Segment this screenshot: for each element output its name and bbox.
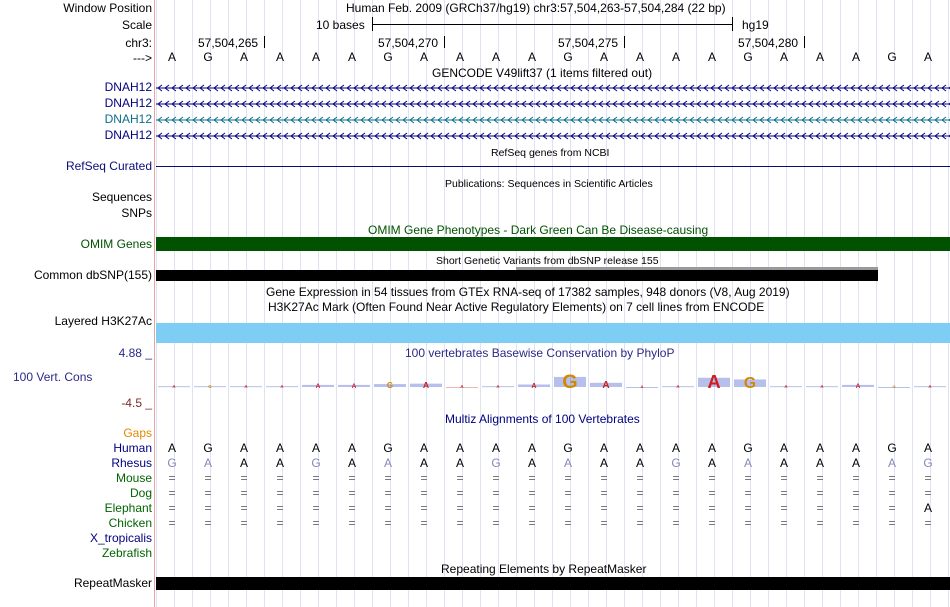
base-letter: A xyxy=(815,50,824,64)
base-letter: A xyxy=(455,50,464,64)
multiz-base: = xyxy=(168,471,176,485)
multiz-base: = xyxy=(348,516,356,530)
multiz-base: A xyxy=(203,456,212,470)
multiz-base: A xyxy=(419,441,428,455)
base-letter: G xyxy=(887,50,897,64)
multiz-base: = xyxy=(456,486,464,500)
multiz-base: = xyxy=(744,501,752,515)
multiz-base: = xyxy=(204,471,212,485)
phylop-min-label: -4.5 _ xyxy=(121,396,152,410)
multiz-base: A xyxy=(239,456,248,470)
phylop-base-glyph: A xyxy=(640,384,644,389)
multiz-base: = xyxy=(888,516,896,530)
multiz-base: = xyxy=(168,486,176,500)
multiz-base: = xyxy=(600,516,608,530)
multiz-base: A xyxy=(779,456,788,470)
multiz-base: = xyxy=(456,501,464,515)
coord-label: 57,504,265 xyxy=(198,36,259,50)
phylop-track-title: 100 vertebrates Basewise Conservation by PhyloP xyxy=(405,346,675,360)
multiz-base: A xyxy=(239,441,248,455)
multiz-base: = xyxy=(744,486,752,500)
multiz-base: A xyxy=(419,456,428,470)
base-letter: A xyxy=(167,50,176,64)
multiz-base: = xyxy=(168,501,176,515)
multiz-species-label[interactable]: Elephant xyxy=(104,501,152,515)
multiz-base: = xyxy=(888,486,896,500)
multiz-base: = xyxy=(564,516,572,530)
multiz-base: = xyxy=(636,501,644,515)
window-position-text: Human Feb. 2009 (GRCh37/hg19) chr3:57,504,263-57,504,284 (22 bp) xyxy=(346,1,726,15)
publications-track-title: Publications: Sequences in Scientific Articles xyxy=(445,178,653,190)
multiz-base: = xyxy=(708,516,716,530)
phylop-max-label: 4.88 _ xyxy=(118,346,152,360)
multiz-base: A xyxy=(671,441,680,455)
base-letter: A xyxy=(419,50,428,64)
multiz-base: = xyxy=(744,471,752,485)
phylop-base-glyph: G xyxy=(743,375,757,392)
repeatmasker-track-label[interactable]: RepeatMasker xyxy=(73,576,152,590)
multiz-base: = xyxy=(168,516,176,530)
multiz-base: = xyxy=(384,486,392,500)
multiz-base: = xyxy=(312,516,320,530)
phylop-base-glyph: A xyxy=(496,384,500,389)
multiz-base: = xyxy=(312,501,320,515)
gencode-gene-label[interactable]: DNAH12 xyxy=(104,80,152,94)
publications-sequences-label[interactable]: Sequences xyxy=(91,190,152,204)
omim-track-label[interactable]: OMIM Genes xyxy=(80,237,152,251)
multiz-base: G xyxy=(167,456,177,470)
base-letter: A xyxy=(923,50,932,64)
multiz-base: = xyxy=(780,471,788,485)
phylop-base-glyph: A xyxy=(422,380,430,390)
multiz-base: A xyxy=(743,456,752,470)
multiz-base: A xyxy=(527,441,536,455)
gtex-track-title: Gene Expression in 54 tissues from GTEx RNA-seq of 17382 samples, 948 donors (V8, Aug 2019) xyxy=(266,285,790,299)
multiz-base: = xyxy=(744,516,752,530)
multiz-base: G xyxy=(923,456,933,470)
phylop-base-glyph: A xyxy=(280,384,284,389)
base-letter: A xyxy=(527,50,536,64)
multiz-base: = xyxy=(528,486,536,500)
multiz-base: = xyxy=(528,516,536,530)
multiz-base: = xyxy=(888,471,896,485)
scale-bar-label: 10 bases xyxy=(316,18,365,32)
multiz-species-label[interactable]: Zebrafish xyxy=(101,546,152,560)
dbsnp-track-label[interactable]: Common dbSNP(155) xyxy=(33,268,152,282)
multiz-base: = xyxy=(600,486,608,500)
multiz-base: = xyxy=(420,501,428,515)
phylop-base-glyph: A xyxy=(820,384,824,389)
multiz-base: A xyxy=(275,441,284,455)
scale-label: Scale xyxy=(121,18,152,32)
phylop-base-glyph: A xyxy=(244,384,248,389)
multiz-base: = xyxy=(204,486,212,500)
multiz-base: = xyxy=(240,471,248,485)
phylop-base-glyph: G xyxy=(562,371,578,393)
multiz-base: A xyxy=(851,456,860,470)
base-letter: A xyxy=(275,50,284,64)
phylop-base-glyph: A xyxy=(315,383,321,390)
phylop-base-glyph: A xyxy=(855,383,861,390)
phylop-base-glyph: A xyxy=(928,384,932,389)
multiz-base: G xyxy=(671,456,681,470)
multiz-base: = xyxy=(852,501,860,515)
multiz-base: A xyxy=(167,441,176,455)
multiz-base: = xyxy=(456,471,464,485)
multiz-base: = xyxy=(708,501,716,515)
multiz-base: A xyxy=(563,456,572,470)
coord-label: 57,504,275 xyxy=(558,36,619,50)
base-letter: A xyxy=(635,50,644,64)
base-letter: G xyxy=(383,50,393,64)
multiz-base: G xyxy=(743,441,753,455)
multiz-species-label[interactable]: Human xyxy=(113,441,152,455)
gencode-track-title[interactable]: GENCODE V49lift37 (1 items filtered out) xyxy=(432,66,653,80)
coord-label: 57,504,270 xyxy=(378,36,439,50)
multiz-base: = xyxy=(384,501,392,515)
multiz-base: = xyxy=(564,501,572,515)
multiz-track-title: Multiz Alignments of 100 Vertebrates xyxy=(445,412,640,426)
multiz-base: = xyxy=(672,501,680,515)
multiz-base: A xyxy=(923,441,932,455)
multiz-base: = xyxy=(528,501,536,515)
multiz-gaps-label: Gaps xyxy=(123,426,152,440)
refseq-track-title: RefSeq genes from NCBI xyxy=(491,147,610,159)
multiz-base: A xyxy=(491,441,500,455)
phylop-base-glyph: A xyxy=(172,384,176,389)
strand-label: ---> xyxy=(133,51,152,65)
multiz-species-label[interactable]: Chicken xyxy=(108,516,152,530)
multiz-base: = xyxy=(384,516,392,530)
multiz-base: A xyxy=(383,456,392,470)
multiz-base: = xyxy=(420,516,428,530)
base-letter: G xyxy=(563,50,573,64)
base-letter: A xyxy=(851,50,860,64)
multiz-base: = xyxy=(600,501,608,515)
base-letter: G xyxy=(743,50,753,64)
multiz-base: = xyxy=(240,486,248,500)
repeatmasker-element-bar[interactable] xyxy=(156,577,950,590)
omim-track-title: OMIM Gene Phenotypes - Dark Green Can Be Disease-causing xyxy=(368,223,709,237)
gencode-gene-label[interactable]: DNAH12 xyxy=(104,96,152,110)
multiz-base: = xyxy=(708,471,716,485)
multiz-base: = xyxy=(564,486,572,500)
multiz-base: = xyxy=(276,471,284,485)
multiz-base: A xyxy=(455,441,464,455)
multiz-base: A xyxy=(707,456,716,470)
multiz-base: = xyxy=(312,471,320,485)
multiz-base: G xyxy=(203,441,213,455)
multiz-base: = xyxy=(420,471,428,485)
base-letter: A xyxy=(239,50,248,64)
multiz-base: A xyxy=(815,456,824,470)
base-letter: A xyxy=(671,50,680,64)
multiz-base: = xyxy=(780,501,788,515)
multiz-base: = xyxy=(888,501,896,515)
phylop-base-glyph: A xyxy=(676,384,680,389)
multiz-base: A xyxy=(599,456,608,470)
multiz-base: = xyxy=(636,516,644,530)
multiz-base: A xyxy=(851,441,860,455)
multiz-base: = xyxy=(564,471,572,485)
multiz-base: = xyxy=(240,501,248,515)
gencode-gene-label[interactable]: DNAH12 xyxy=(104,128,152,142)
phylop-base-glyph: G xyxy=(386,381,394,390)
multiz-base: = xyxy=(492,516,500,530)
base-letter: A xyxy=(779,50,788,64)
multiz-base: = xyxy=(276,516,284,530)
base-letter: A xyxy=(491,50,500,64)
multiz-base: G xyxy=(383,441,393,455)
h3k27ac-track-label[interactable]: Layered H3K27Ac xyxy=(54,314,152,328)
multiz-base: A xyxy=(455,456,464,470)
multiz-base: = xyxy=(276,501,284,515)
multiz-base: = xyxy=(636,486,644,500)
multiz-base: A xyxy=(275,456,284,470)
multiz-base: = xyxy=(348,471,356,485)
phylop-base-glyph: A xyxy=(602,380,610,391)
multiz-base: = xyxy=(348,501,356,515)
multiz-base: = xyxy=(420,486,428,500)
multiz-base: = xyxy=(672,516,680,530)
multiz-base: = xyxy=(780,486,788,500)
multiz-base: = xyxy=(816,486,824,500)
multiz-base: = xyxy=(852,486,860,500)
multiz-base: A xyxy=(635,441,644,455)
multiz-base: = xyxy=(816,516,824,530)
multiz-base: = xyxy=(852,516,860,530)
multiz-base: = xyxy=(708,486,716,500)
h3k27ac-track-title: H3K27Ac Mark (Often Found Near Active Regulatory Elements) on 7 cell lines from ENCODE xyxy=(268,300,765,314)
phylop-base-glyph: A xyxy=(460,384,464,389)
multiz-base: A xyxy=(599,441,608,455)
multiz-base: = xyxy=(780,516,788,530)
phylop-track-label[interactable]: 100 Vert. Cons xyxy=(13,370,93,384)
publications-snps-label[interactable]: SNPs xyxy=(121,206,152,220)
multiz-base: = xyxy=(276,486,284,500)
multiz-base: = xyxy=(492,501,500,515)
multiz-base: = xyxy=(492,471,500,485)
phylop-base-glyph: A xyxy=(707,371,721,392)
multiz-base: = xyxy=(240,516,248,530)
multiz-base: G xyxy=(887,441,897,455)
multiz-base: A xyxy=(527,456,536,470)
base-letter: A xyxy=(599,50,608,64)
phylop-base-glyph: A xyxy=(351,383,357,390)
base-letter: G xyxy=(203,50,213,64)
multiz-base: A xyxy=(887,456,896,470)
multiz-base: A xyxy=(815,441,824,455)
multiz-base: = xyxy=(636,471,644,485)
multiz-base: G xyxy=(491,456,501,470)
coord-label: 57,504,280 xyxy=(738,36,799,50)
multiz-base: = xyxy=(312,486,320,500)
chrom-label: chr3: xyxy=(125,36,152,50)
multiz-base: A xyxy=(635,456,644,470)
multiz-base: = xyxy=(204,501,212,515)
scale-db-label: hg19 xyxy=(742,18,769,32)
phylop-base-glyph: G xyxy=(208,384,212,389)
multiz-base: = xyxy=(672,471,680,485)
multiz-base: = xyxy=(600,471,608,485)
multiz-species-label[interactable]: X_tropicalis xyxy=(89,531,152,545)
multiz-base: G xyxy=(311,456,321,470)
multiz-base: = xyxy=(204,516,212,530)
phylop-base-glyph: A xyxy=(531,381,537,390)
base-letter: A xyxy=(347,50,356,64)
repeatmasker-track-title: Repeating Elements by RepeatMasker xyxy=(441,562,647,576)
multiz-base: = xyxy=(456,516,464,530)
multiz-species-label[interactable]: Rhesus xyxy=(111,456,152,470)
multiz-base: = xyxy=(492,486,500,500)
window-position-label: Window Position xyxy=(63,1,152,15)
multiz-base: = xyxy=(384,471,392,485)
multiz-base: = xyxy=(672,486,680,500)
multiz-base: = xyxy=(852,471,860,485)
multiz-base: = xyxy=(924,486,932,500)
multiz-base: A xyxy=(347,441,356,455)
multiz-species-label[interactable]: Dog xyxy=(129,486,152,500)
base-letter: A xyxy=(707,50,716,64)
gencode-gene-label[interactable]: DNAH12 xyxy=(104,112,152,126)
multiz-base: = xyxy=(816,471,824,485)
refseq-track-label[interactable]: RefSeq Curated xyxy=(65,159,152,173)
phylop-base-glyph: G xyxy=(892,384,896,389)
multiz-base: G xyxy=(563,441,573,455)
multiz-base: = xyxy=(348,486,356,500)
multiz-base: = xyxy=(816,501,824,515)
multiz-base: A xyxy=(923,501,932,515)
base-letter: A xyxy=(311,50,320,64)
multiz-base: A xyxy=(779,441,788,455)
multiz-base: = xyxy=(924,471,932,485)
dbsnp-track-title: Short Genetic Variants from dbSNP release 155 xyxy=(436,255,659,267)
multiz-base: = xyxy=(528,471,536,485)
multiz-base: = xyxy=(924,516,932,530)
multiz-species-label[interactable]: Mouse xyxy=(115,471,152,485)
multiz-base: A xyxy=(347,456,356,470)
multiz-base: A xyxy=(311,441,320,455)
multiz-base: A xyxy=(707,441,716,455)
phylop-base-glyph: A xyxy=(784,384,788,389)
